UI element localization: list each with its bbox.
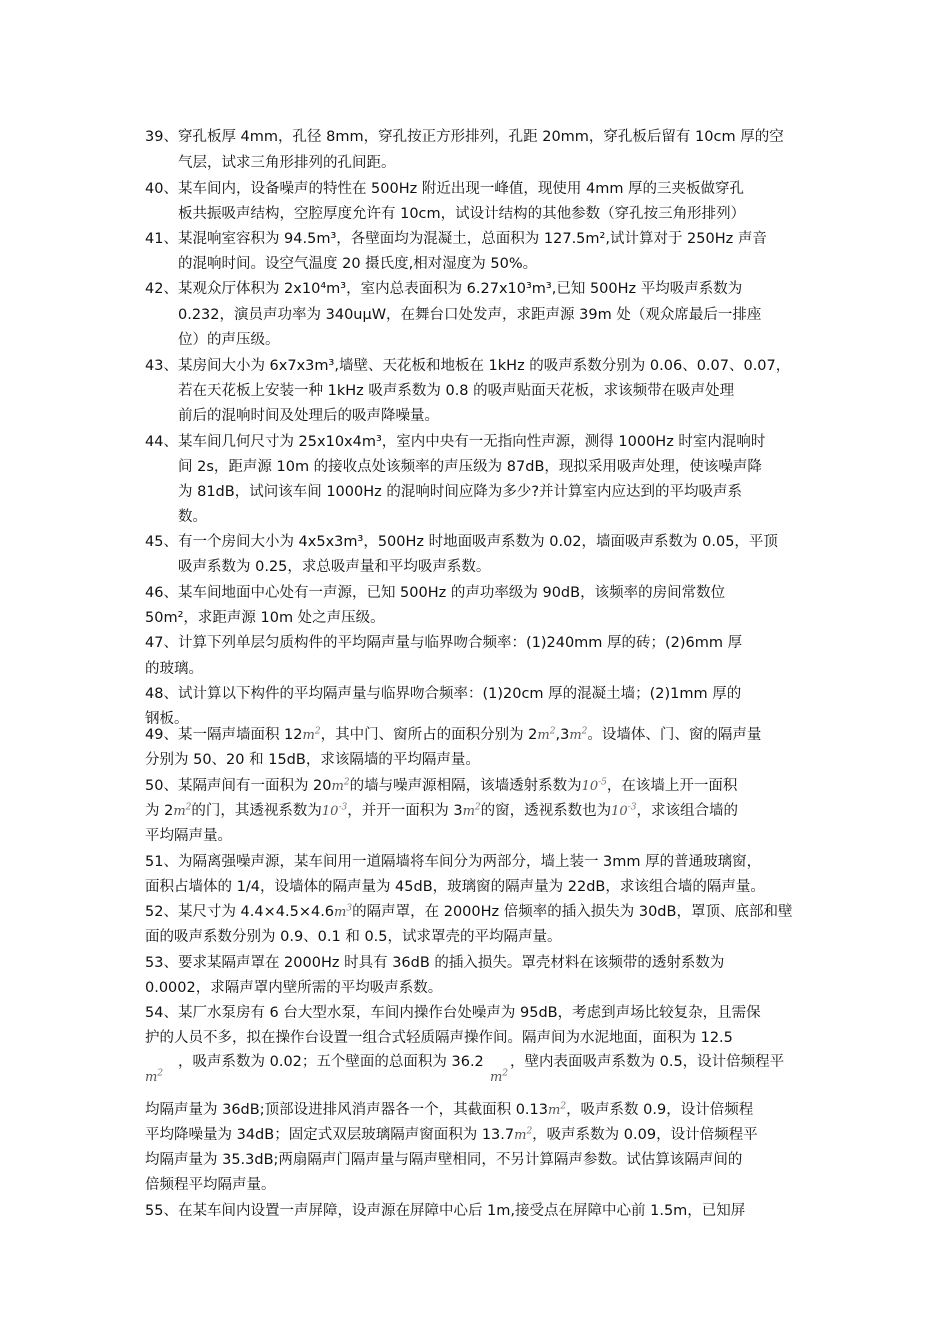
text-line: 板共振吸声结构，空腔厚度允许有 10cm，试设计结构的其他参数（穿孔按三角形排列） bbox=[178, 206, 746, 222]
text-line: 吸声系数为 0.25，求总吸声量和平均吸声系数。 bbox=[178, 559, 491, 575]
unit-m2: $m^2$ bbox=[331, 777, 350, 794]
text-line: 42、某观众厅体积为 2x10⁴m³，室内总表面积为 6.27x10³m³,已知 500Hz 平均吸声系数为 bbox=[145, 281, 743, 297]
text-line: 钢板。 bbox=[145, 711, 189, 727]
unit-m2: $m^2$ bbox=[462, 802, 481, 819]
power-ten-minus-3: $10^{-3}$ bbox=[611, 802, 637, 819]
unit-m3: $m^3$ bbox=[334, 903, 353, 920]
text-line: 43、某房间大小为 6x7x3m³,墙壁、天花板和地板在 1kHz 的吸声系数分别为 0.06、0.07、0.07， bbox=[145, 358, 791, 374]
question-53-line-2: 0.0002，求隔声罩内壁所需的平均吸声系数。 bbox=[145, 980, 443, 996]
unit-m2: $m^2$ bbox=[490, 1068, 509, 1085]
question-54-line-3b: ，壁内表面吸声系数为 0.5，设计倍频程平 bbox=[510, 1054, 785, 1070]
text-line: 的玻璃。 bbox=[145, 661, 203, 677]
question-50-line-2: 为 $2m^2$的门，其透视系数为$10^{-3}$，并开一面积为 $3m^2$的窗，透视系数也为$10^{-3}$，求该组合墙的 bbox=[145, 802, 738, 819]
text-line: 前后的混响时间及处理后的吸声降噪量。 bbox=[178, 408, 439, 424]
question-54-line-4: 均隔声量为 36dB;顶部设进排风消声器各一个，其截面积 $0.13m^2$，吸声系数 0.9，设计倍频程 bbox=[145, 1101, 754, 1118]
power-ten-minus-5: $10^{-5}$ bbox=[581, 777, 607, 794]
text-line: 41、某混响室容积为 94.5m³，各壁面均为混凝土，总面积为 127.5m²,试计算对于 250Hz 声音 bbox=[145, 231, 767, 247]
unit-m2: $m^2$ bbox=[514, 1126, 533, 1143]
text-line: 39、穿孔板厚 4mm，孔径 8mm，穿孔按正方形排列，孔距 20mm，穿孔板后留有 10cm 厚的空 bbox=[145, 129, 784, 145]
text-line: 为 81dB，试问该车间 1000Hz 的混响时间应降为多少?并计算室内应达到的平均吸声系 bbox=[178, 484, 743, 500]
text-line: 0.232，演员声功率为 340uμW，在舞台口处发声，求距声源 39m 处（观众席最后一排座 bbox=[178, 307, 762, 323]
question-51-line-2: 面积占墙体的 1/4，设墙体的隔声量为 45dB，玻璃窗的隔声量为 22dB，求该组合墙的隔声量。 bbox=[145, 879, 765, 895]
text-line: 47、计算下列单层匀质构件的平均隔声量与临界吻合频率：(1)240mm 厚的砖；(2)6mm 厚 bbox=[145, 635, 743, 651]
unit-m2: $m^2$ bbox=[569, 726, 588, 743]
text-line: 45、有一个房间大小为 4x5x3m³，500Hz 时地面吸声系数为 0.02，墙面吸声系数为 0.05，平顶 bbox=[145, 534, 778, 550]
text-line: 位）的声压级。 bbox=[178, 332, 280, 348]
power-ten-minus-3: $10^{-3}$ bbox=[321, 802, 348, 819]
text-line: 40、某车间内，设备噪声的特性在 500Hz 附近出现一峰值，现使用 4mm 厚的三夹板做穿孔 bbox=[145, 181, 745, 197]
question-54-line-5: 平均降噪量为 34dB；固定式双层玻璃隔声窗面积为 $13.7m^2$，吸声系数为 0.09，设计倍频程平 bbox=[145, 1126, 758, 1143]
question-51-line-1: 51、为隔离强噪声源，某车间用一道隔墙将车间分为两部分，墙上装一 3mm 厚的普通玻璃窗， bbox=[145, 854, 762, 870]
question-49-line-1: 49、某一隔声墙面积 $12m^2$，其中门、窗所占的面积分别为 $2m^2,3m^2$。设墙体、门、窗的隔声量 bbox=[145, 726, 762, 743]
unit-m2: $m^2$ bbox=[173, 802, 192, 819]
text-line: 若在天花板上安装一种 1kHz 吸声系数为 0.8 的吸声贴面天花板，求该频带在吸声处理 bbox=[178, 383, 735, 399]
text-line: 的混响时间。设空气温度 20 摄氏度,相对湿度为 50%。 bbox=[178, 256, 538, 272]
question-54-line-7: 倍频程平均隔声量。 bbox=[145, 1177, 276, 1193]
text-line: 44、某车间几何尺寸为 25x10x4m³，室内中央有一无指向性声源，测得 1000Hz 时室内混响时 bbox=[145, 434, 766, 450]
text-line: 气层，试求三角形排列的孔间距。 bbox=[178, 155, 396, 171]
question-54-line-6: 均隔声量为 35.3dB;两扇隔声门隔声量与隔声壁相同，不另计算隔声参数。试估算该隔声间的 bbox=[145, 1152, 743, 1168]
text-line: 数。 bbox=[178, 509, 207, 525]
unit-m2: $m^2$ bbox=[145, 1068, 164, 1085]
unit-m2: $m^2$ bbox=[537, 726, 556, 743]
question-54-line-2: 护的人员不多，拟在操作台设置一组合式轻质隔声操作间。隔声间为水泥地面，面积为 12.5 bbox=[145, 1030, 733, 1046]
question-53-line-1: 53、要求某隔声罩在 2000Hz 时具有 36dB 的插入损失。罩壳材料在该频带的透射系数为 bbox=[145, 955, 725, 971]
unit-m2: $m^2$ bbox=[548, 1101, 567, 1118]
question-49-line-2: 分别为 50、20 和 15dB，求该隔墙的平均隔声量。 bbox=[145, 752, 480, 768]
question-52-line-2: 面的吸声系数分别为 0.9、0.1 和 0.5，试求罩壳的平均隔声量。 bbox=[145, 929, 562, 945]
text-line: 48、试计算以下构件的平均隔声量与临界吻合频率：(1)20cm 厚的混凝土墙；(2)1mm 厚的 bbox=[145, 686, 742, 702]
question-52-line-1: 52、某尺寸为 $4.4\times 4.5\times 4.6m^3$的隔声罩，在 2000Hz 倍频率的插入损失为 30dB，罩顶、底部和壁 bbox=[145, 903, 793, 920]
question-50-line-3: 平均隔声量。 bbox=[145, 828, 232, 844]
text-line: 50m²，求距声源 10m 处之声压级。 bbox=[145, 610, 385, 626]
question-54-line-1: 54、某厂水泵房有 6 台大型水泵，车间内操作台处噪声为 95dB，考虑到声场比较复杂，且需保 bbox=[145, 1005, 761, 1021]
question-54-line-3a: ，吸声系数为 0.02；五个壁面的总面积为 36.2 bbox=[178, 1054, 484, 1070]
question-55-line-1: 55、在某车间内设置一声屏障，设声源在屏障中心后 1m,接受点在屏障中心前 1.5m，已知屏 bbox=[145, 1203, 746, 1219]
unit-m2: $m^2$ bbox=[302, 726, 321, 743]
text-line: 间 2s，距声源 10m 的接收点处该频率的声压级为 87dB，现拟采用吸声处理，使该噪声降 bbox=[178, 459, 762, 475]
text-line: 46、某车间地面中心处有一声源，已知 500Hz 的声功率级为 90dB，该频率的房间常数位 bbox=[145, 585, 726, 601]
question-50-line-1: 50、某隔声间有一面积为 $20m^2$的墙与噪声源相隔，该墙透射系数为$10^{-5}$，在该墙上开一面积 bbox=[145, 777, 738, 794]
